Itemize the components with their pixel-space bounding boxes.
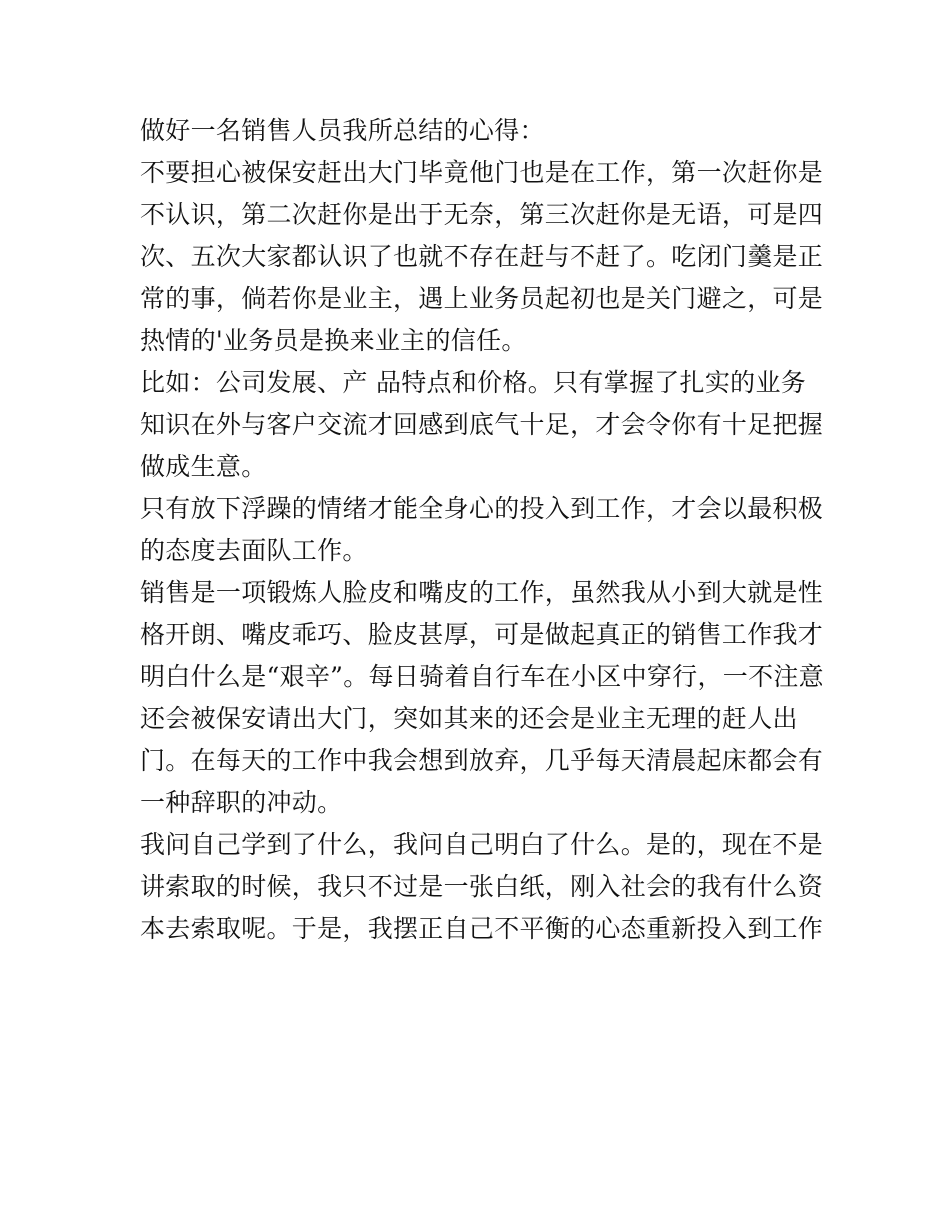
text-line: 门。在每天的工作中我会想到放弃，几乎每天清晨起床都会有 bbox=[140, 746, 824, 775]
text-line: 格开朗、嘴皮乖巧、脸皮甚厚，可是做起真正的销售工作我才 bbox=[140, 620, 824, 649]
text-line: 次、五次大家都认识了也就不存在赶与不赶了。吃闭门羹是正 bbox=[140, 242, 824, 271]
text-line: 明白什么是“艰辛”。每日骑着自行车在小区中穿行，一不注意 bbox=[140, 662, 824, 691]
text-line: 比如：公司发展、产 品特点和价格。只有掌握了扎实的业务 bbox=[140, 368, 807, 397]
text-line: 做好一名销售人员我所总结的心得： bbox=[140, 116, 545, 145]
text-line: 热情的'业务员是换来业主的信任。 bbox=[140, 326, 527, 355]
text-line: 一种辞职的冲动。 bbox=[140, 788, 343, 817]
text-line: 还会被保安请出大门，突如其来的还会是业主无理的赶人出 bbox=[140, 704, 798, 733]
document-body bbox=[140, 110, 824, 950]
text-line: 讲索取的时候，我只不过是一张白纸，刚入社会的我有什么资 bbox=[140, 872, 824, 901]
text-line: 知识在外与客户交流才回感到底气十足，才会令你有十足把握 bbox=[140, 410, 824, 439]
text-line: 销售是一项锻炼人脸皮和嘴皮的工作，虽然我从小到大就是性 bbox=[140, 578, 824, 607]
text-line: 不要担心被保安赶出大门毕竟他门也是在工作，第一次赶你是 bbox=[140, 158, 824, 187]
text-line: 本去索取呢。于是，我摆正自己不平衡的心态重新投入到工作 bbox=[140, 914, 824, 943]
text-line: 只有放下浮躁的情绪才能全身心的投入到工作，才会以最积极 bbox=[140, 494, 824, 523]
text-line: 常的事，倘若你是业主，遇上业务员起初也是关门避之，可是 bbox=[140, 284, 824, 313]
text-line: 我问自己学到了什么，我问自己明白了什么。是的，现在不是 bbox=[140, 830, 824, 859]
text-line: 做成生意。 bbox=[140, 452, 267, 481]
text-line: 的态度去面队工作。 bbox=[140, 536, 368, 565]
text-line: 不认识，第二次赶你是出于无奈，第三次赶你是无语，可是四 bbox=[140, 200, 824, 229]
